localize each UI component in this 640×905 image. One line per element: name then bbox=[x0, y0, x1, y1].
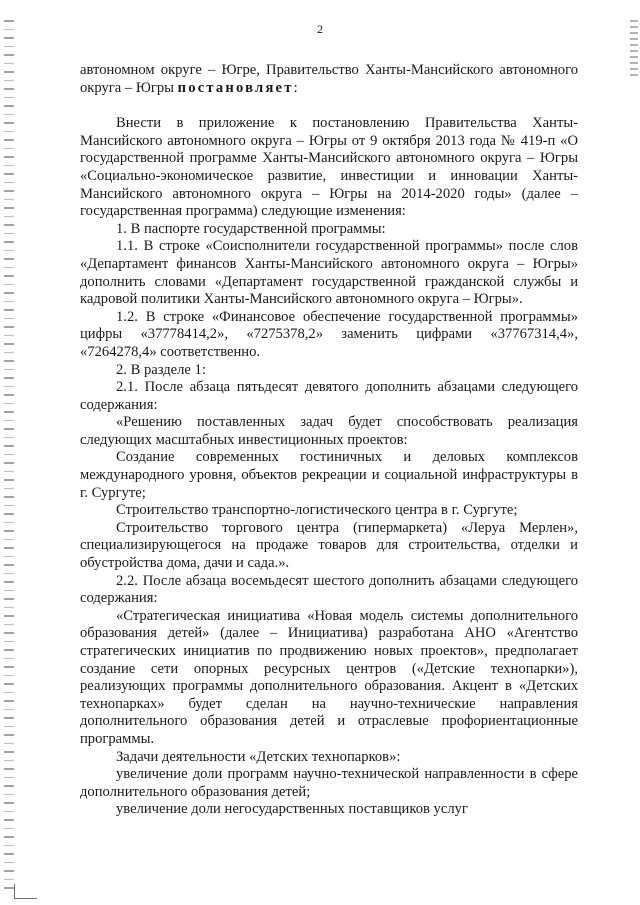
scan-corner-mark bbox=[14, 884, 37, 899]
scan-edge-artifact bbox=[4, 20, 14, 890]
intro-colon: : bbox=[293, 79, 298, 96]
paragraph-item-1-2: 1.2. В строке «Финансовое обеспечение государственной программы» цифры «37778414,2», «7275378,2» заменить цифрами «37767314,4», «7264278,4» соответственно. bbox=[80, 308, 578, 360]
paragraph-preamble: Внести в приложение к постановлению Правительства Ханты-Мансийского автономного округа – Югры от 9 октября 2013 года № 419-п «О государственной программе Ханты-Мансийского автономного округа – Югры «Социально-экономическое развитие, инвестиции и инновации Ханты-Мансийского автономного округа – Югры на 2014-2020 годы» (далее – государственная программа) следующие изменения: bbox=[80, 115, 578, 220]
paragraph-item-1: 1. В паспорте государственной программы: bbox=[116, 220, 386, 237]
paragraph-task-2: увеличение доли негосударственных поставщиков услуг bbox=[116, 801, 468, 818]
intro-paragraph bbox=[80, 62, 578, 97]
paragraph-item-2-2: 2.2. После абзаца восемьдесят шестого дополнить абзацами следующего содержания: bbox=[80, 572, 578, 607]
paragraph-tasks-heading: Задачи деятельности «Детских технопарков»: bbox=[116, 748, 401, 765]
paragraph-initiative: «Стратегическая инициатива «Новая модель системы дополнительного образования детей» (далее – Инициатива) разработана АНО «Агентство стратегических инициатив по продвижению новых проектов», предполагает создание сети опорных ресурсных центров («Детские технопарки»), реализующих программы дополнительного образования. Акцент в «Детских технопарках» будет сделан на научно-технические направления дополнительного образования детей и отраслевые профориентационные программы. bbox=[80, 607, 578, 747]
decree-word: постановляет bbox=[177, 79, 294, 96]
intro-text: автономном округе – Югре, Правительство Ханты-Мансийского автономного округа – Югры bbox=[80, 62, 578, 96]
paragraph-quote-projects: «Решению поставленных задач будет способствовать реализация следующих масштабных инвестиционных проектов: bbox=[80, 414, 578, 448]
paragraph-item-2: 2. В разделе 1: bbox=[116, 361, 206, 378]
paragraph-logistics: Строительство транспортно-логистического центра в г. Сургуте; bbox=[116, 502, 518, 519]
document-body bbox=[80, 62, 578, 819]
paragraph-task-1: увеличение доли программ научно-технической направленности в сфере дополнительного образования детей; bbox=[80, 766, 578, 800]
paragraph-item-1-1: 1.1. В строке «Соисполнители государственной программы» после слов «Департамент финансов Ханты-Мансийского автономного округа – Югры» дополнить словами «Департамент государственной гражданской службы и кадровой политики Ханты-Мансийского автономного округа – Югры». bbox=[80, 238, 578, 308]
paragraph-leroy-merlin: Строительство торгового центра (гипермаркета) «Леруа Мерлен», специализирующегося на продаже товаров для строительства, отделки и обустройства дома, дачи и сада.». bbox=[80, 519, 578, 572]
paragraph-item-2-1: 2.1. После абзаца пятьдесят девятого дополнить абзацами следующего содержания: bbox=[80, 379, 578, 413]
paragraph-hotels: Создание современных гостиничных и деловых комплексов международного уровня, объектов рекреации и социальной инфраструктуры в г. Сургуте; bbox=[80, 449, 578, 501]
page-number: 2 bbox=[317, 22, 323, 36]
